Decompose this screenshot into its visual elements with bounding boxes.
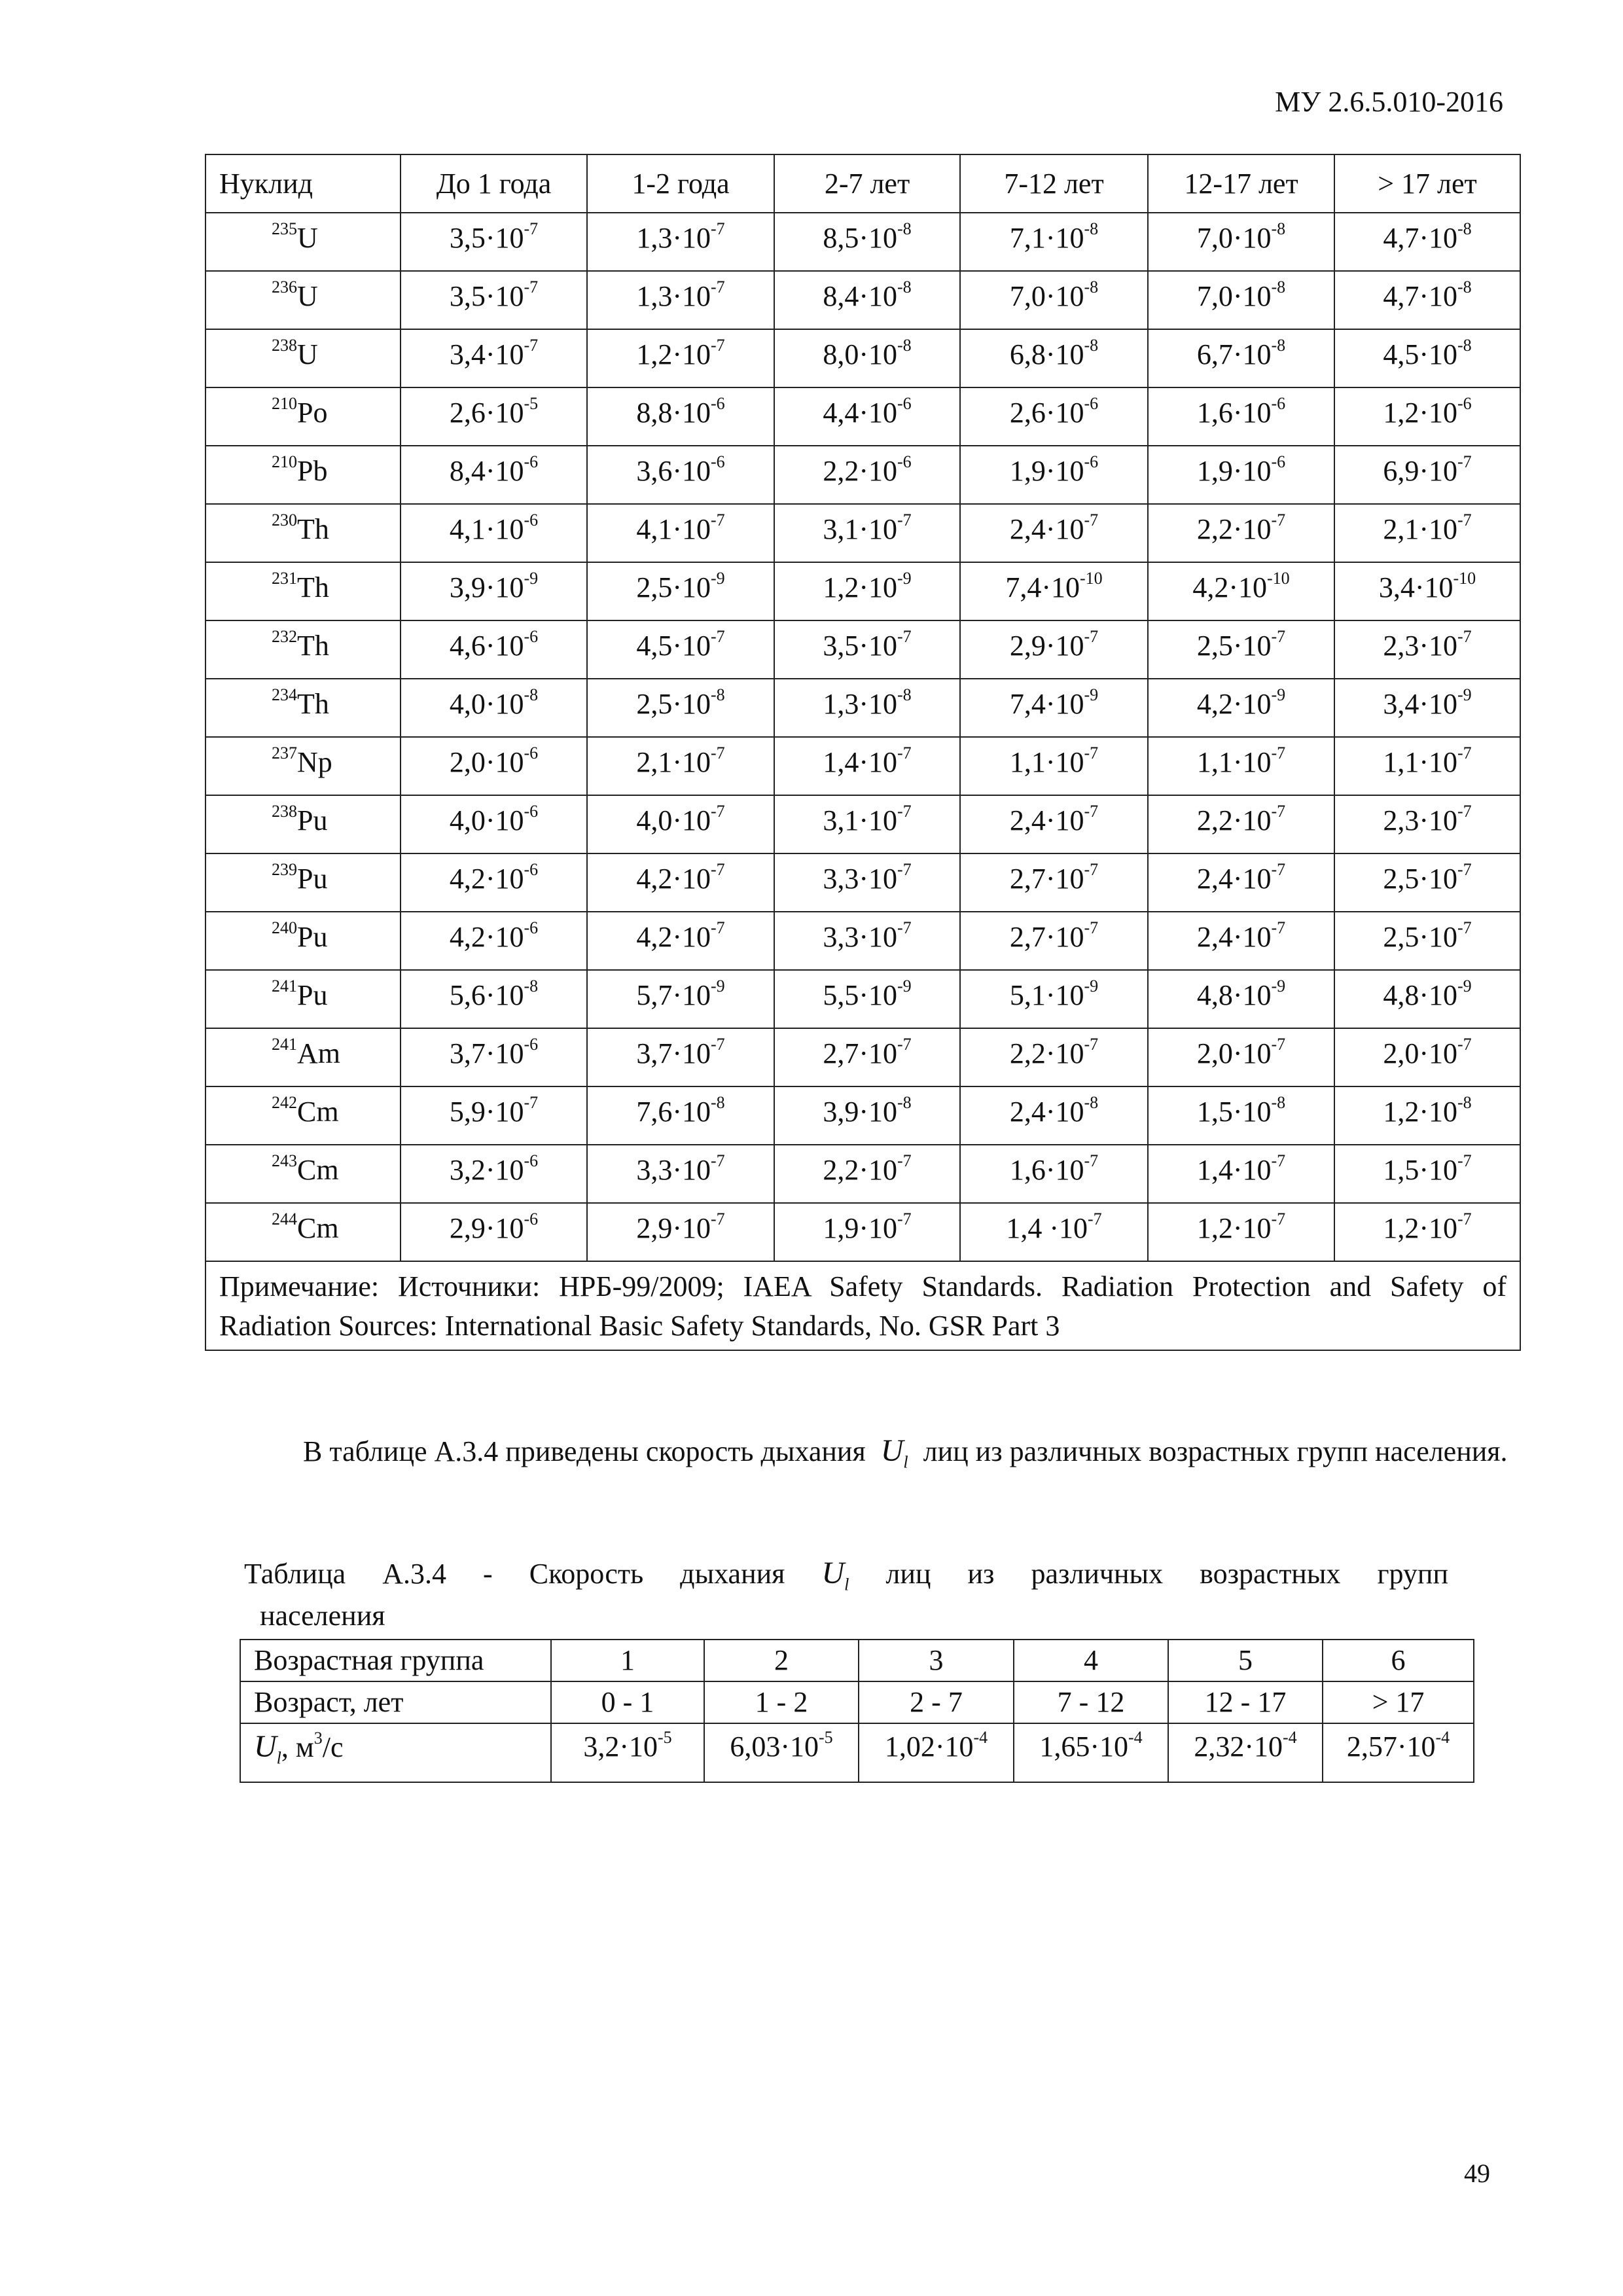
table-cell: $2,2\cdot 10^{-7}$ [1148, 504, 1334, 562]
table-cell: $1,1\cdot 10^{-7}$ [1334, 737, 1520, 795]
table-cell: $3,2\cdot 10^{-5}$ [551, 1723, 704, 1782]
nuclide-cell: $^{210}$Pb [205, 446, 401, 504]
table-cell: $6,8\cdot 10^{-8}$ [960, 329, 1148, 387]
table-cell: $4,2\cdot 10^{-7}$ [587, 853, 774, 912]
table-cell: $6,7\cdot 10^{-8}$ [1148, 329, 1334, 387]
nuclide-cell: $^{243}$Cm [205, 1145, 401, 1203]
table-cell: $7,1\cdot 10^{-8}$ [960, 213, 1148, 271]
nuclide-cell: $^{239}$Pu [205, 853, 401, 912]
table-cell: $2,9\cdot 10^{-6}$ [401, 1203, 587, 1261]
table-cell: 12 - 17 [1168, 1681, 1323, 1723]
caption-symbol: $U_l$ [821, 1556, 849, 1594]
table-cell: $3,5\cdot 10^{-7}$ [401, 213, 587, 271]
table-row [205, 1145, 1520, 1203]
table-cell: $4,2\cdot 10^{-6}$ [401, 853, 587, 912]
table-cell: $5,7\cdot 10^{-9}$ [587, 970, 774, 1028]
table-cell: $7,0\cdot 10^{-8}$ [1148, 271, 1334, 329]
table-cell: $2,0\cdot 10^{-7}$ [1334, 1028, 1520, 1086]
table-cell: $4,8\cdot 10^{-9}$ [1334, 970, 1520, 1028]
table-cell: $3,3\cdot 10^{-7}$ [774, 912, 960, 970]
table-cell: 6 [1323, 1640, 1474, 1681]
table-row [205, 446, 1520, 504]
table-cell: $3,4\cdot 10^{-7}$ [401, 329, 587, 387]
table-cell: $6,9\cdot 10^{-7}$ [1334, 446, 1520, 504]
nuclide-cell: $^{241}$Pu [205, 970, 401, 1028]
table-cell: $1,6\cdot 10^{-6}$ [1148, 387, 1334, 446]
table-cell: $1,02\cdot 10^{-4}$ [859, 1723, 1014, 1782]
table-cell: $1,4 \cdot 10^{-7}$ [960, 1203, 1148, 1261]
table-cell: $1,1\cdot 10^{-7}$ [1148, 737, 1334, 795]
table-cell: $3,3\cdot 10^{-7}$ [774, 853, 960, 912]
table-cell: 1 - 2 [704, 1681, 859, 1723]
nuclide-cell: $^{234}$Th [205, 679, 401, 737]
table-cell: $7,6\cdot 10^{-8}$ [587, 1086, 774, 1145]
column-header: 1-2 года [587, 154, 774, 213]
table-cell: $2,6\cdot 10^{-6}$ [960, 387, 1148, 446]
table-cell: $2,5\cdot 10^{-8}$ [587, 679, 774, 737]
nuclide-cell: $^{238}$Pu [205, 795, 401, 853]
breathing-rate-symbol: $U_l$ [880, 1433, 908, 1472]
table-row [205, 1203, 1520, 1261]
table-cell: $3,6\cdot 10^{-6}$ [587, 446, 774, 504]
table-cell: $5,6\cdot 10^{-8}$ [401, 970, 587, 1028]
table-cell: $1,2\cdot 10^{-7}$ [1148, 1203, 1334, 1261]
table-cell: $3,4\cdot 10^{-9}$ [1334, 679, 1520, 737]
row-label: $U_l$, $м^3/с$ [240, 1723, 551, 1782]
table-cell: $1,9\cdot 10^{-6}$ [960, 446, 1148, 504]
nuclide-cell: $^{241}$Am [205, 1028, 401, 1086]
table-cell: $1,2\cdot 10^{-8}$ [1334, 1086, 1520, 1145]
table-note: Примечание: Источники: НРБ-99/2009; IAEA Safety Standards. Radiation Protection and Safety of Radiation Sources: International Basic Safety Standards, No. GSR Part 3 [205, 1261, 1520, 1350]
table-cell: $2,4\cdot 10^{-7}$ [960, 795, 1148, 853]
table-cell: $2,5\cdot 10^{-7}$ [1148, 620, 1334, 679]
table-cell: $2,5\cdot 10^{-9}$ [587, 562, 774, 620]
paragraph-text-after: лиц из различных возрастных групп населения. [923, 1435, 1508, 1467]
table-cell: $4,1\cdot 10^{-7}$ [587, 504, 774, 562]
table-caption-line2: населения [260, 1600, 385, 1632]
table-cell: $2,57\cdot 10^{-4}$ [1323, 1723, 1474, 1782]
table-cell: 7 - 12 [1014, 1681, 1168, 1723]
table-cell: $3,7\cdot 10^{-7}$ [587, 1028, 774, 1086]
table-row [205, 562, 1520, 620]
table-cell: $1,4\cdot 10^{-7}$ [774, 737, 960, 795]
nuclide-cell: $^{230}$Th [205, 504, 401, 562]
table-cell: $2,4\cdot 10^{-7}$ [1148, 912, 1334, 970]
table-row [205, 1028, 1520, 1086]
table-cell: $2,32\cdot 10^{-4}$ [1168, 1723, 1323, 1782]
table-cell: $5,9\cdot 10^{-7}$ [401, 1086, 587, 1145]
table-cell: $3,7\cdot 10^{-6}$ [401, 1028, 587, 1086]
table-row [240, 1681, 1474, 1723]
table-cell: $4,5\cdot 10^{-7}$ [587, 620, 774, 679]
table-cell: $2,7\cdot 10^{-7}$ [774, 1028, 960, 1086]
table-cell: $4,0\cdot 10^{-8}$ [401, 679, 587, 737]
table-cell: 2 [704, 1640, 859, 1681]
table-row [205, 504, 1520, 562]
table-cell: 0 - 1 [551, 1681, 704, 1723]
table-cell: $1,9\cdot 10^{-7}$ [774, 1203, 960, 1261]
table-cell: 5 [1168, 1640, 1323, 1681]
dose-table-body [205, 213, 1520, 1261]
table-cell: $2,1\cdot 10^{-7}$ [587, 737, 774, 795]
table-cell: $1,3\cdot 10^{-8}$ [774, 679, 960, 737]
table-cell: $4,8\cdot 10^{-9}$ [1148, 970, 1334, 1028]
table-row [205, 1086, 1520, 1145]
column-header: 7-12 лет [960, 154, 1148, 213]
table-cell: $8,8\cdot 10^{-6}$ [587, 387, 774, 446]
table-cell: $1,65\cdot 10^{-4}$ [1014, 1723, 1168, 1782]
table-cell: $2,9\cdot 10^{-7}$ [960, 620, 1148, 679]
table-cell: $3,1\cdot 10^{-7}$ [774, 504, 960, 562]
table-cell: $5,1\cdot 10^{-9}$ [960, 970, 1148, 1028]
table-cell: $1,4\cdot 10^{-7}$ [1148, 1145, 1334, 1203]
table-cell: $1,2\cdot 10^{-7}$ [1334, 1203, 1520, 1261]
column-header: Нуклид [205, 154, 401, 213]
table-cell: $2,6\cdot 10^{-5}$ [401, 387, 587, 446]
table-cell: $7,4\cdot 10^{-9}$ [960, 679, 1148, 737]
dose-coefficients-table [205, 154, 1521, 1351]
table-cell: $1,2\cdot 10^{-7}$ [587, 329, 774, 387]
table-row [240, 1640, 1474, 1681]
table-cell: $1,2\cdot 10^{-6}$ [1334, 387, 1520, 446]
table-cell: $4,2\cdot 10^{-10}$ [1148, 562, 1334, 620]
document-code: МУ 2.6.5.010-2016 [1275, 86, 1503, 118]
column-header: До 1 года [401, 154, 587, 213]
table-row [205, 213, 1520, 271]
table-cell: $8,4\cdot 10^{-6}$ [401, 446, 587, 504]
table-row [205, 271, 1520, 329]
table-cell: $2,2\cdot 10^{-7}$ [774, 1145, 960, 1203]
nuclide-cell: $^{236}$U [205, 271, 401, 329]
column-header: 2-7 лет [774, 154, 960, 213]
table-cell: $4,5\cdot 10^{-8}$ [1334, 329, 1520, 387]
table-cell: 3 [859, 1640, 1014, 1681]
column-header: 12-17 лет [1148, 154, 1334, 213]
table-note-row [205, 1261, 1520, 1350]
table-cell: $4,7\cdot 10^{-8}$ [1334, 271, 1520, 329]
table-cell: $2,4\cdot 10^{-8}$ [960, 1086, 1148, 1145]
table-cell: $2,9\cdot 10^{-7}$ [587, 1203, 774, 1261]
table-cell: $1,5\cdot 10^{-8}$ [1148, 1086, 1334, 1145]
caption-text-before: Таблица А.3.4 - Скорость дыхания [244, 1558, 785, 1590]
table-cell: $2,2\cdot 10^{-6}$ [774, 446, 960, 504]
table-cell: $3,2\cdot 10^{-6}$ [401, 1145, 587, 1203]
nuclide-cell: $^{238}$U [205, 329, 401, 387]
table-cell: $2,4\cdot 10^{-7}$ [960, 504, 1148, 562]
table-cell: $7,0\cdot 10^{-8}$ [1148, 213, 1334, 271]
table-cell: $8,0\cdot 10^{-8}$ [774, 329, 960, 387]
table-cell: $3,4\cdot 10^{-10}$ [1334, 562, 1520, 620]
table-cell: $8,5\cdot 10^{-8}$ [774, 213, 960, 271]
table-header-row [205, 154, 1520, 213]
paragraph [205, 1424, 1510, 1490]
table-cell: $6,03\cdot 10^{-5}$ [704, 1723, 859, 1782]
table-row [205, 737, 1520, 795]
table-cell: $4,0\cdot 10^{-7}$ [587, 795, 774, 853]
nuclide-cell: $^{210}$Po [205, 387, 401, 446]
table-cell: $3,5\cdot 10^{-7}$ [401, 271, 587, 329]
table-cell: $7,0\cdot 10^{-8}$ [960, 271, 1148, 329]
table-cell: $1,6\cdot 10^{-7}$ [960, 1145, 1148, 1203]
table-cell: $4,2\cdot 10^{-7}$ [587, 912, 774, 970]
table-row [205, 912, 1520, 970]
table-cell: $2,4\cdot 10^{-7}$ [1148, 853, 1334, 912]
table-cell: 2 - 7 [859, 1681, 1014, 1723]
table-cell: $4,2\cdot 10^{-6}$ [401, 912, 587, 970]
table-cell: $2,5\cdot 10^{-7}$ [1334, 912, 1520, 970]
table-cell: $4,7\cdot 10^{-8}$ [1334, 213, 1520, 271]
table-cell: $2,3\cdot 10^{-7}$ [1334, 620, 1520, 679]
table-cell: 1 [551, 1640, 704, 1681]
table-row [205, 853, 1520, 912]
table-cell: $2,0\cdot 10^{-6}$ [401, 737, 587, 795]
row-label: Возраст, лет [240, 1681, 551, 1723]
row-label: Возрастная группа [240, 1640, 551, 1681]
breathing-rate-symbol: $U_l$ [254, 1729, 281, 1768]
table-cell: $4,4\cdot 10^{-6}$ [774, 387, 960, 446]
table-cell: $4,2\cdot 10^{-9}$ [1148, 679, 1334, 737]
table-cell: $2,5\cdot 10^{-7}$ [1334, 853, 1520, 912]
table-cell: $1,3\cdot 10^{-7}$ [587, 213, 774, 271]
table-cell: $3,5\cdot 10^{-7}$ [774, 620, 960, 679]
table-cell: $4,1\cdot 10^{-6}$ [401, 504, 587, 562]
nuclide-cell: $^{242}$Cm [205, 1086, 401, 1145]
column-header: > 17 лет [1334, 154, 1520, 213]
table-cell: $3,9\cdot 10^{-9}$ [401, 562, 587, 620]
table-cell: $1,1\cdot 10^{-7}$ [960, 737, 1148, 795]
table-row [205, 679, 1520, 737]
table-cell: > 17 [1323, 1681, 1474, 1723]
table-cell: $4,0\cdot 10^{-6}$ [401, 795, 587, 853]
table-cell: 4 [1014, 1640, 1168, 1681]
table-cell: $2,7\cdot 10^{-7}$ [960, 853, 1148, 912]
nuclide-cell: $^{244}$Cm [205, 1203, 401, 1261]
table-cell: $1,3\cdot 10^{-7}$ [587, 271, 774, 329]
nuclide-cell: $^{240}$Pu [205, 912, 401, 970]
table-cell: $7,4\cdot 10^{-10}$ [960, 562, 1148, 620]
nuclide-cell: $^{237}$Np [205, 737, 401, 795]
table-row [205, 387, 1520, 446]
table-row [205, 970, 1520, 1028]
table-caption [244, 1553, 1448, 1605]
nuclide-cell: $^{235}$U [205, 213, 401, 271]
table-cell: $8,4\cdot 10^{-8}$ [774, 271, 960, 329]
table-cell: $2,2\cdot 10^{-7}$ [1148, 795, 1334, 853]
table-cell: $3,1\cdot 10^{-7}$ [774, 795, 960, 853]
table-cell: $2,2\cdot 10^{-7}$ [960, 1028, 1148, 1086]
table-cell: $1,5\cdot 10^{-7}$ [1334, 1145, 1520, 1203]
table-cell: $2,1\cdot 10^{-7}$ [1334, 504, 1520, 562]
table-cell: $5,5\cdot 10^{-9}$ [774, 970, 960, 1028]
caption-text-after: лиц из различных возрастных групп [885, 1558, 1449, 1590]
table-row [240, 1723, 1474, 1782]
nuclide-cell: $^{232}$Th [205, 620, 401, 679]
table-cell: $4,6\cdot 10^{-6}$ [401, 620, 587, 679]
table-cell: $2,3\cdot 10^{-7}$ [1334, 795, 1520, 853]
table-row [205, 620, 1520, 679]
table-cell: $1,9\cdot 10^{-6}$ [1148, 446, 1334, 504]
paragraph-text-before: В таблице А.3.4 приведены скорость дыхания [303, 1435, 866, 1467]
page-number: 49 [1464, 2159, 1490, 2188]
table-cell: $3,9\cdot 10^{-8}$ [774, 1086, 960, 1145]
table-cell: $3,3\cdot 10^{-7}$ [587, 1145, 774, 1203]
table-row [205, 329, 1520, 387]
table-row [205, 795, 1520, 853]
table-cell: $2,0\cdot 10^{-7}$ [1148, 1028, 1334, 1086]
nuclide-cell: $^{231}$Th [205, 562, 401, 620]
table-cell: $1,2\cdot 10^{-9}$ [774, 562, 960, 620]
table-cell: $2,7\cdot 10^{-7}$ [960, 912, 1148, 970]
breathing-rate-table [240, 1639, 1474, 1783]
